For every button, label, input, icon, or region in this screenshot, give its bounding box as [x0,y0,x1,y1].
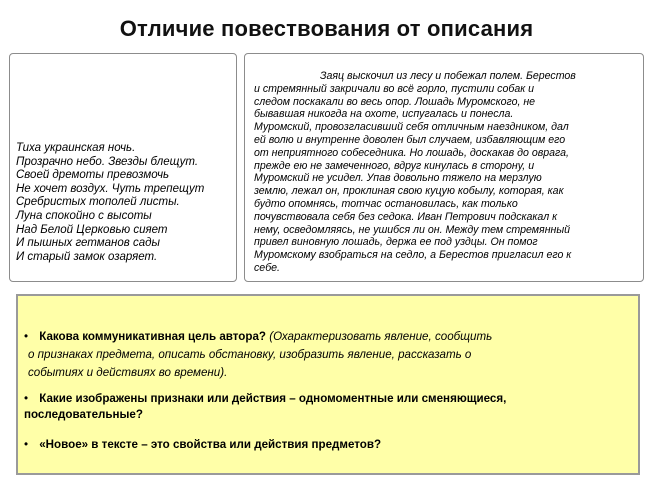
prose-line: землю, лежал он, проклиная свою куцую кобылу, которая, как [254,185,564,198]
question-1-hint-line: событиях и действиях во времени). [28,366,228,379]
question-1-text: Какова коммуникативная цель автора? [39,330,266,343]
poem-line: Сребристых тополей листы. [16,196,180,209]
prose-line: Муромскому взобраться на седло, а Берестов пригласил его к [254,249,572,262]
poem-line: Над Белой Церковью сияет [16,223,168,236]
poem-text [16,142,232,264]
poem-box [9,53,237,282]
slide-title: Отличие повествования от описания [119,16,534,41]
bullet-icon: • [24,392,29,405]
question-1-hint-line: о признаках предмета, описать обстановку, изобразить явление, рассказать о [28,348,472,361]
prose-line: привел виновную лошадь, держа ее под уздцы. Он помог [254,236,538,249]
poem-line: Своей дремоты превозмочь [16,169,170,182]
question-2-text: Какие изображены признаки или действия – одномоментные или сменяющиеся, [39,392,507,405]
bullet-icon: • [24,438,29,451]
prose-line: будто опомнясь, тотчас остановилась, как только [254,197,518,210]
prose-line: ей волю и внутренне доволен был случаем, избавляющим его [254,133,566,146]
poem-line: Тиха украинская ночь. [16,142,136,154]
prose-line: почувствовала себя без седока. Иван Петрович подскакал к [254,210,558,223]
poem-line: Не хочет воздух. Чуть трепещут [16,182,205,195]
prose-line: бывавшая никогда на охоте, испугалась и понесла. [254,108,514,121]
questions-box [16,294,640,475]
poem-line: Луна спокойно с высоты [16,209,152,222]
prose-line: себе. [254,261,280,274]
poem-line: Прозрачно небо. Звезды блещут. [16,155,199,168]
prose-line: Муромский не усидел. Упав довольно тяжело на мерзлую [254,172,542,185]
prose-line: прежде ею не замеченного, вдруг кинулась в сторону, и [254,159,535,172]
prose-line: нему, осведомляясь, не ушибся ли он. Между тем стремянный [254,223,571,236]
question-3-text: «Новое» в тексте – это свойства или действия предметов? [39,438,382,451]
question-1 [24,330,492,343]
prose-line: Муромский, провозгласивший себя отличным наездником, дал [254,121,569,134]
question-3 [24,438,381,451]
prose-line: Заяц выскочил из лесу и побежал полем. Берестов [320,70,576,82]
bullet-icon: • [24,330,29,343]
prose-line: от неприятного собеседника. Но лошадь, доскакав до оврага, [254,146,569,159]
prose-box [244,53,644,282]
poem-line: И старый замок озаряет. [16,250,158,263]
question-2 [24,392,506,405]
prose-line: и стремянный закричали во всё горло, пустили собак и [254,82,535,95]
prose-line: следом поскакали во весь опор. Лошадь Муромского, не [254,95,536,108]
question-1-hint: (Охарактеризовать явление, сообщить [269,330,493,343]
question-2-text-cont: последовательные? [24,408,143,421]
poem-line: И пышных гетманов сады [16,237,160,250]
prose-text [254,70,638,275]
